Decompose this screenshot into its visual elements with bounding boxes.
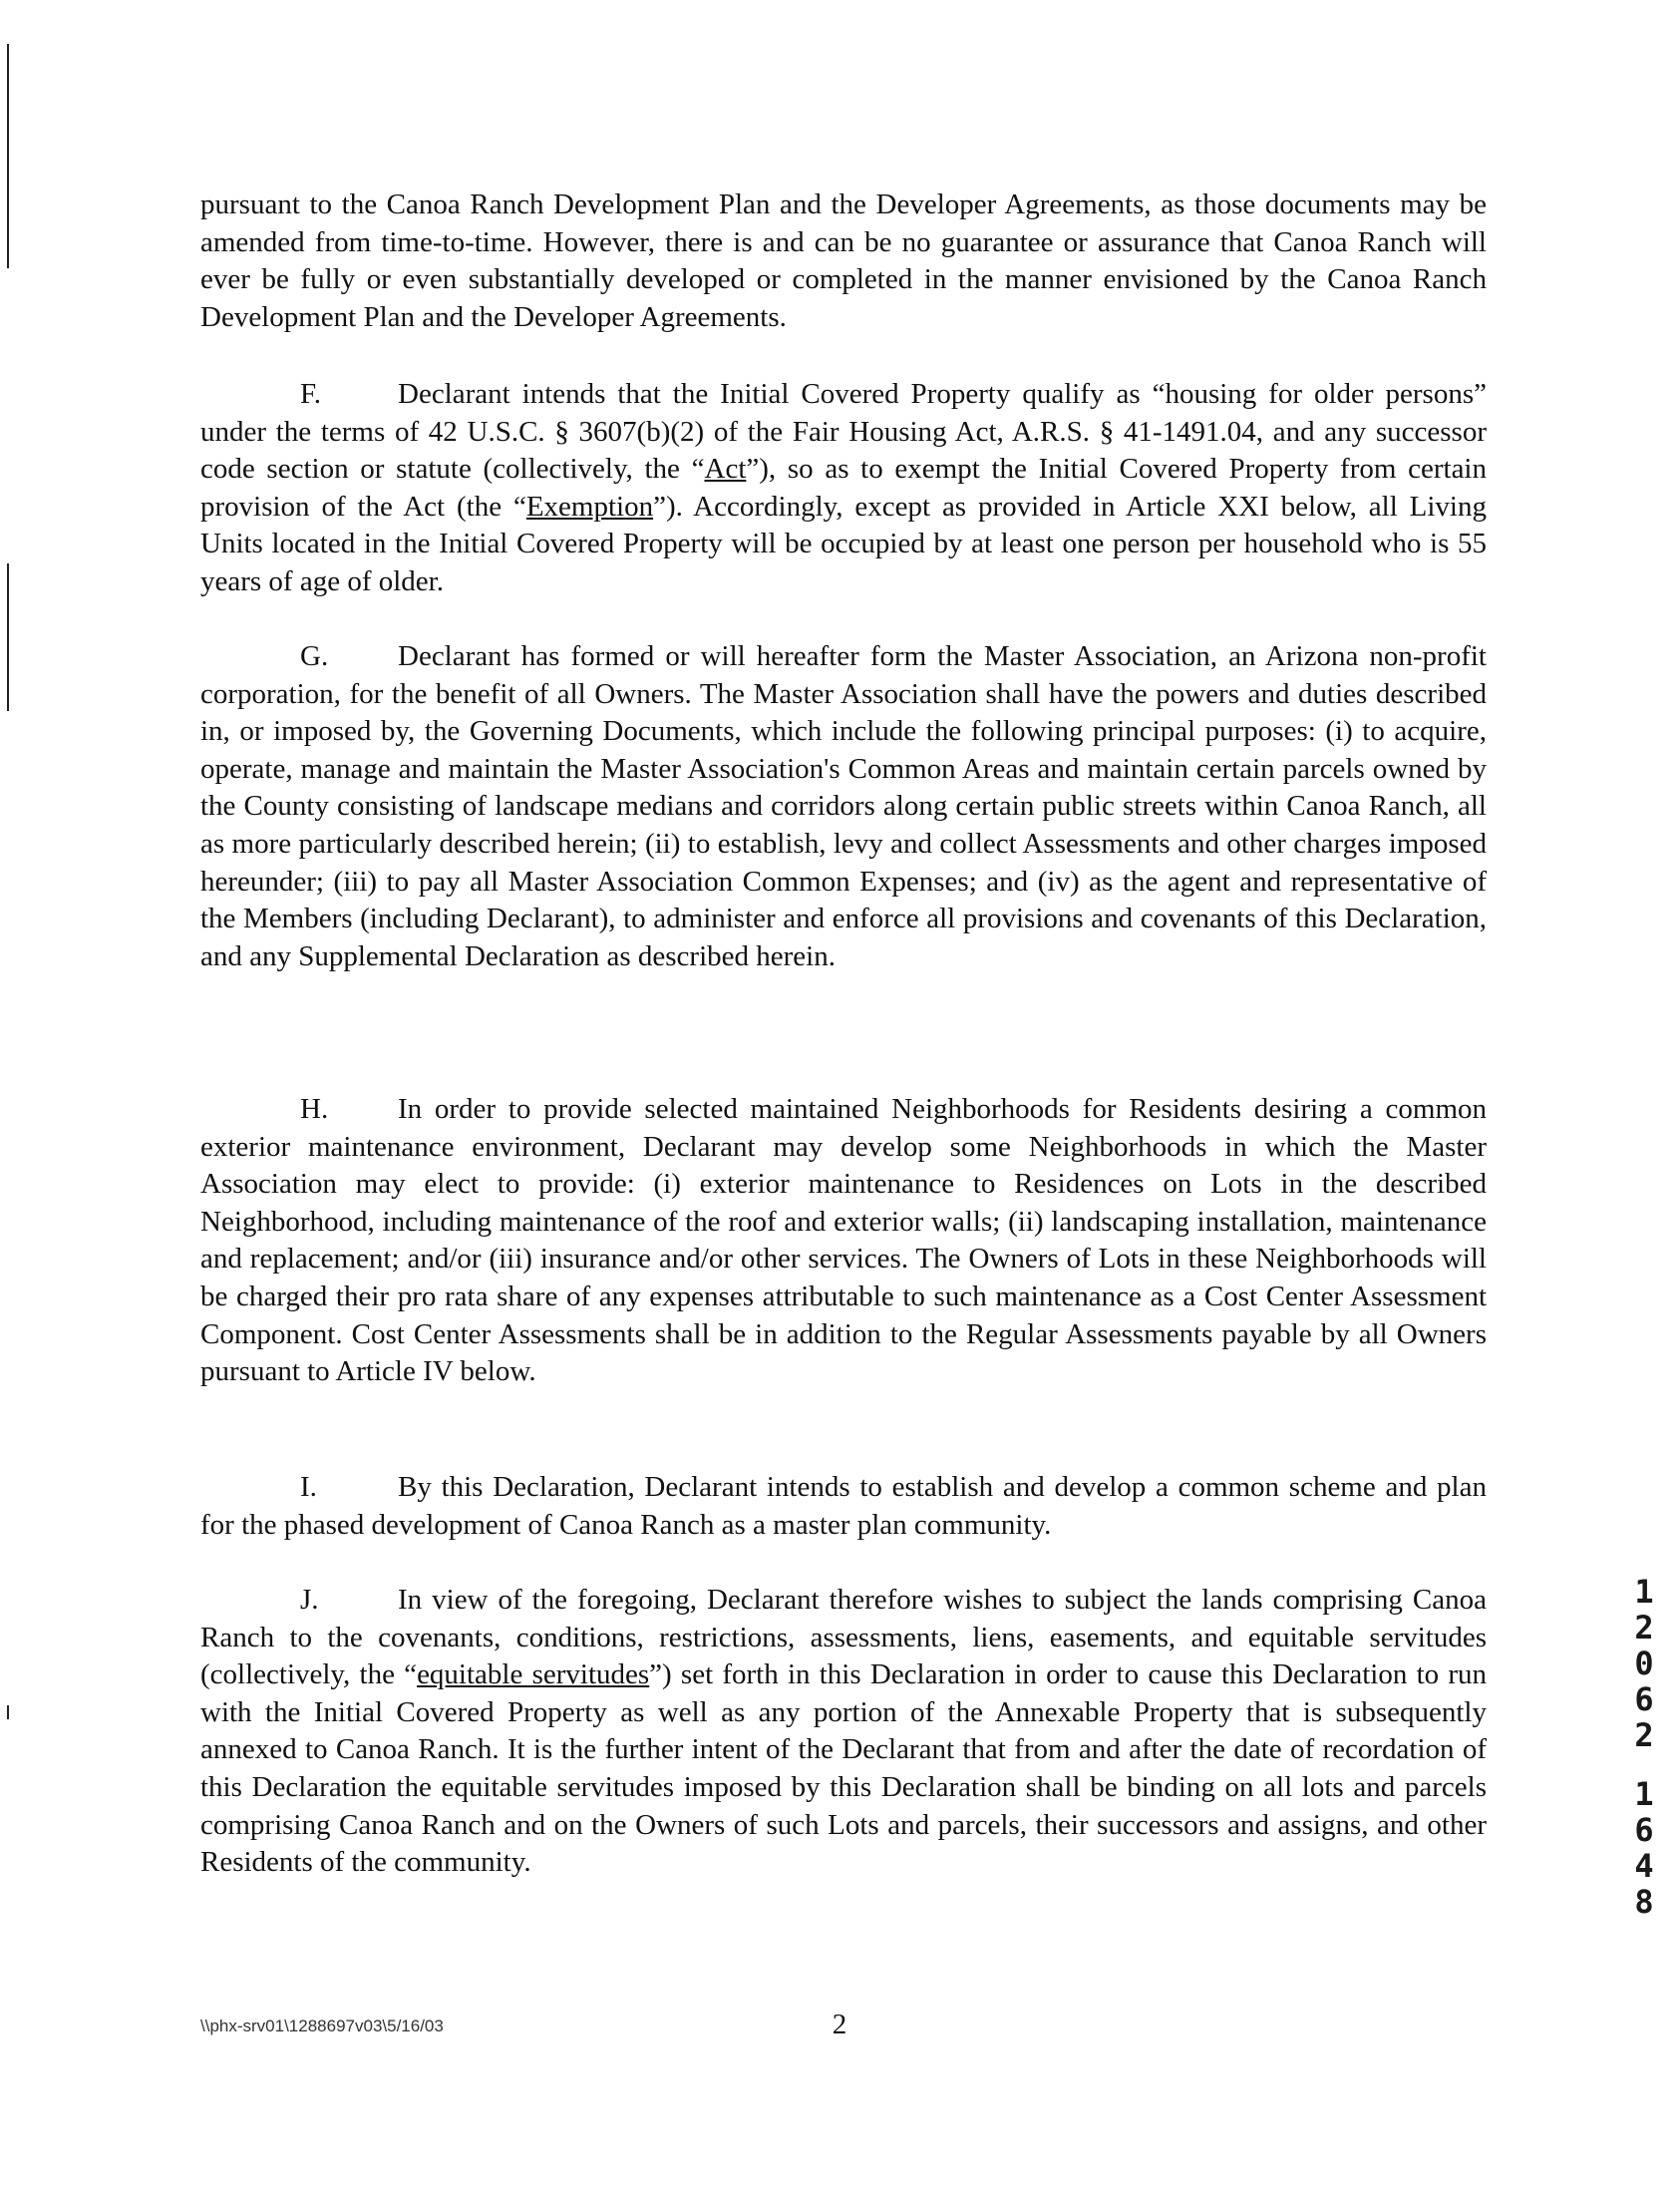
page-stamp-digit: 6 <box>1634 1811 1654 1849</box>
page-stamp-digit: 4 <box>1634 1847 1654 1885</box>
act-defined-term: Act <box>704 453 747 486</box>
recording-page-stamp <box>1627 1776 1661 1920</box>
page-number: 2 <box>832 2009 847 2040</box>
scan-margin-line <box>7 563 9 711</box>
docket-digit: 0 <box>1634 1645 1654 1682</box>
document-file-path: \\phx-srv01\1288697v03\5/16/03 <box>200 2016 444 2035</box>
recording-docket-stamp <box>1627 1574 1661 1753</box>
paragraph-f-letter-label: F. <box>300 378 322 410</box>
paragraph-f-body-2: ”), so as to exempt the Initial Covered Property from certain provision of the Act (the “ <box>200 453 1487 523</box>
paragraph-f-text <box>200 376 1487 601</box>
paragraph-g <box>200 638 1487 975</box>
paragraph-i <box>200 1469 1487 1544</box>
docket-digit: 2 <box>1634 1609 1654 1647</box>
paragraph-g-body: Declarant has formed or will hereafter form the Master Association, an Arizona non-profit corporation, for the benefit of all Owners. The Master Association shall have the powers and duties described in, or imposed by, the Governing Documents, which include the following principal purposes: (i) to acquire, operate, manage and maintain the Master Association's Common Areas and maintain certain parcels owned by the County consisting of landscape medians and corridors along certain public streets within Canoa Ranch, all as more particularly described herein; (ii) to establish, levy and collect Assessments and other charges imposed hereunder; (iii) to pay all Master Association Common Expenses; and (iv) as the agent and representative of the Members (including Declarant), to administer and enforce all provisions and covenants of this Declaration, and any Supplemental Declaration as described herein. <box>200 640 1487 972</box>
paragraph-f-body-1: Declarant intends that the Initial Covered Property qualify as “housing for older persons” under the terms of 42 U.S.C. § 3607(b)(2) of the Fair Housing Act, A.R.S. § 41-1491.04, and any successor code section or statute (collectively, the “ <box>200 378 1487 486</box>
document-body <box>200 186 1487 336</box>
equitable-servitudes-defined-term: equitable servitudes <box>417 1658 650 1691</box>
page-stamp-digit: 8 <box>1634 1883 1654 1921</box>
docket-digit: 1 <box>1634 1573 1654 1611</box>
paragraph-j-body-2: ”) set forth in this Declaration in order to cause this Declaration to run with the Initial Covered Property as well as any portion of the Annexable Property that is subsequently annexed to Canoa Ranch. It is the further intent of the Declarant that from and after the date of recordation of this Declaration the equitable servitudes imposed by this Declaration shall be binding on all lots and parcels comprising Canoa Ranch and on the Owners of such Lots and parcels, their successors and assigns, and other Residents of the community. <box>200 1658 1488 1879</box>
continuation-paragraph: pursuant to the Canoa Ranch Development Plan and the Developer Agreements, as those documents may be amended from time-to-time. However, there is and can be no guarantee or assurance that Canoa Ranch will ever be fully or even substantially developed or completed in the manner envisioned by the Canoa Ranch Development Plan and the Developer Agreements. <box>200 188 1487 333</box>
paragraph-h-letter: H. <box>300 1093 329 1125</box>
paragraph-f-body-3: ”). Accordingly, except as provided in Article XXI below, all Living Units located in the Initial Covered Property will be occupied by at least one person per household who is 55 years of age of older. <box>200 490 1487 597</box>
exemption-defined-term: Exemption <box>525 490 654 523</box>
page-stamp-digit: 1 <box>1634 1775 1654 1813</box>
paragraph-i-body: By this Declaration, Declarant intends to establish and develop a common scheme and plan for the phased development of Canoa Ranch as a master plan community. <box>200 1471 1487 1541</box>
paragraph-j-letter: J. <box>300 1584 319 1616</box>
paragraph-j-body-1: In view of the foregoing, Declarant therefore wishes to subject the lands comprising Canoa Ranch to the covenants, conditions, restrictions, assessments, liens, easements, and equitable servitudes (collectively, the “ <box>200 1584 1487 1691</box>
docket-digit: 6 <box>1634 1680 1654 1718</box>
paragraph-j <box>200 1582 1487 1882</box>
paragraph-g-letter: G. <box>300 640 329 672</box>
paragraph-h <box>200 1091 1487 1391</box>
scan-margin-line <box>7 44 9 268</box>
paragraph-i-letter: I. <box>300 1471 317 1503</box>
scan-margin-line <box>7 1705 9 1719</box>
paragraph-h-body: In order to provide selected maintained Neighborhoods for Residents desiring a common exterior maintenance environment, Declarant may develop some Neighborhoods in which the Master Association may elect to provide: (i) exterior maintenance to Residences on Lots in the described Neighborhood, including maintenance of the roof and exterior walls; (ii) landscaping installation, maintenance and replacement; and/or (iii) insurance and/or other services. The Owners of Lots in these Neighborhoods will be charged their pro rata share of any expenses attributable to such maintenance as a Cost Center Assessment Component. Cost Center Assessments shall be in addition to the Regular Assessments payable by all Owners pursuant to Article IV below. <box>200 1093 1487 1388</box>
docket-digit: 2 <box>1634 1716 1654 1754</box>
